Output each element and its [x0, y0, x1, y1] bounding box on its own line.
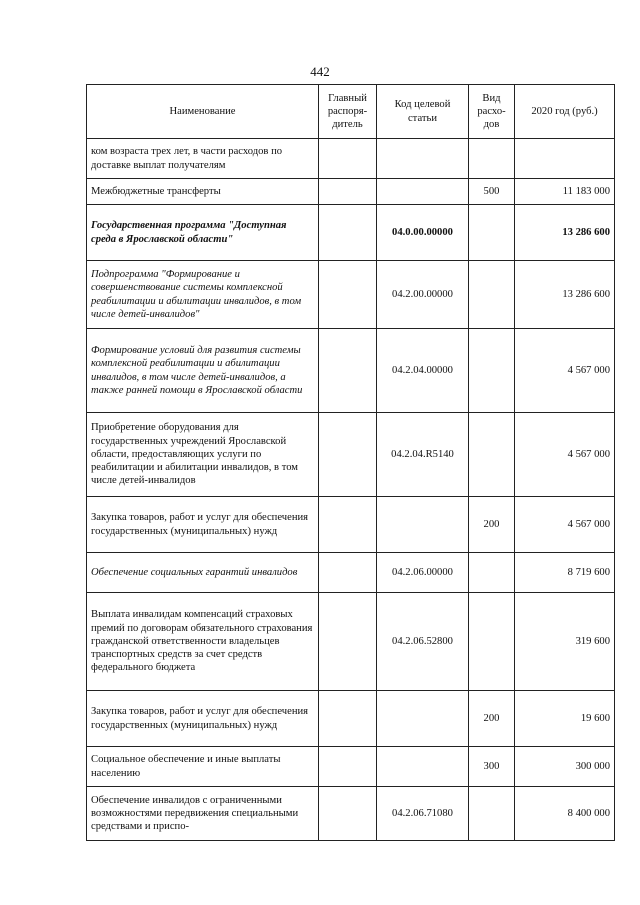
row-sum: 300 000: [515, 747, 615, 787]
row-sum: 4 567 000: [515, 413, 615, 497]
row-type: [469, 553, 515, 593]
row-code: [377, 691, 469, 747]
row-manager: [319, 691, 377, 747]
row-name: Обеспечение инвалидов с ограниченными возможностями передвижения специальными средствами и приспо-: [87, 787, 319, 841]
row-sum: 13 286 600: [515, 205, 615, 261]
row-manager: [319, 179, 377, 205]
table-body: [87, 139, 615, 841]
row-manager: [319, 553, 377, 593]
row-manager: [319, 593, 377, 691]
header-manager: Главный распоря-дитель: [319, 85, 377, 139]
row-code: [377, 497, 469, 553]
row-type: [469, 329, 515, 413]
row-code: 04.0.00.00000: [377, 205, 469, 261]
row-code: 04.2.06.71080: [377, 787, 469, 841]
row-code: 04.2.04.00000: [377, 329, 469, 413]
header-code: Код целевой статьи: [377, 85, 469, 139]
row-code: 04.2.06.00000: [377, 553, 469, 593]
row-code: [377, 139, 469, 179]
row-name: Выплата инвалидам компенсаций страховых премий по договорам обязательного страхования гражданской ответственности владельцев транспортных средств за счет средств федерального бюджета: [87, 593, 319, 691]
row-code: [377, 179, 469, 205]
row-code: [377, 747, 469, 787]
table-row: [87, 691, 615, 747]
row-manager: [319, 205, 377, 261]
row-manager: [319, 497, 377, 553]
row-name: Приобретение оборудования для государственных учреждений Ярославской области, предоставляющих услуги по реабилитации и абилитации инвалидов, в том числе детей-инвалидов: [87, 413, 319, 497]
row-sum: 19 600: [515, 691, 615, 747]
row-name: Формирование условий для развития системы комплексной реабилитации и абилитации инвалидов, в том числе детей-инвалидов, а также ранней помощи в Ярославской области: [87, 329, 319, 413]
row-manager: [319, 787, 377, 841]
row-name: Закупка товаров, работ и услуг для обеспечения государственных (муниципальных) нужд: [87, 497, 319, 553]
table-row: [87, 497, 615, 553]
header-sum: 2020 год (руб.): [515, 85, 615, 139]
header-name: Наименование: [87, 85, 319, 139]
row-name: ком возраста трех лет, в части расходов по доставке выплат получателям: [87, 139, 319, 179]
table-row: [87, 787, 615, 841]
row-code: 04.2.00.00000: [377, 261, 469, 329]
row-name: Подпрограмма "Формирование и совершенствование системы комплексной реабилитации и абилитации инвалидов, в том числе детей-инвалидов": [87, 261, 319, 329]
row-type: 300: [469, 747, 515, 787]
table-row: [87, 593, 615, 691]
row-type: 500: [469, 179, 515, 205]
header-type: Вид расхо-дов: [469, 85, 515, 139]
table-header: [87, 85, 615, 139]
row-sum: 11 183 000: [515, 179, 615, 205]
table-row: [87, 139, 615, 179]
row-sum: 4 567 000: [515, 329, 615, 413]
row-type: [469, 787, 515, 841]
table-row: [87, 747, 615, 787]
row-sum: 13 286 600: [515, 261, 615, 329]
table-row: [87, 413, 615, 497]
row-manager: [319, 139, 377, 179]
row-type: 200: [469, 497, 515, 553]
budget-table: [86, 84, 615, 841]
row-manager: [319, 261, 377, 329]
row-manager: [319, 413, 377, 497]
row-type: 200: [469, 691, 515, 747]
page-number: 442: [310, 64, 330, 79]
row-sum: 319 600: [515, 593, 615, 691]
row-manager: [319, 747, 377, 787]
row-type: [469, 205, 515, 261]
row-manager: [319, 329, 377, 413]
row-type: [469, 261, 515, 329]
table-row: [87, 261, 615, 329]
table-row: [87, 553, 615, 593]
row-type: [469, 593, 515, 691]
row-sum: [515, 139, 615, 179]
row-sum: 8 719 600: [515, 553, 615, 593]
row-type: [469, 413, 515, 497]
table-row: [87, 329, 615, 413]
row-name: Закупка товаров, работ и услуг для обеспечения государственных (муниципальных) нужд: [87, 691, 319, 747]
row-type: [469, 139, 515, 179]
row-code: 04.2.06.52800: [377, 593, 469, 691]
row-sum: 4 567 000: [515, 497, 615, 553]
row-name: Межбюджетные трансферты: [87, 179, 319, 205]
table-row: [87, 205, 615, 261]
table-row: [87, 179, 615, 205]
row-name: Государственная программа "Доступная среда в Ярославской области": [87, 205, 319, 261]
row-name: Обеспечение социальных гарантий инвалидов: [87, 553, 319, 593]
row-sum: 8 400 000: [515, 787, 615, 841]
row-code: 04.2.04.R5140: [377, 413, 469, 497]
row-name: Социальное обеспечение и иные выплаты населению: [87, 747, 319, 787]
